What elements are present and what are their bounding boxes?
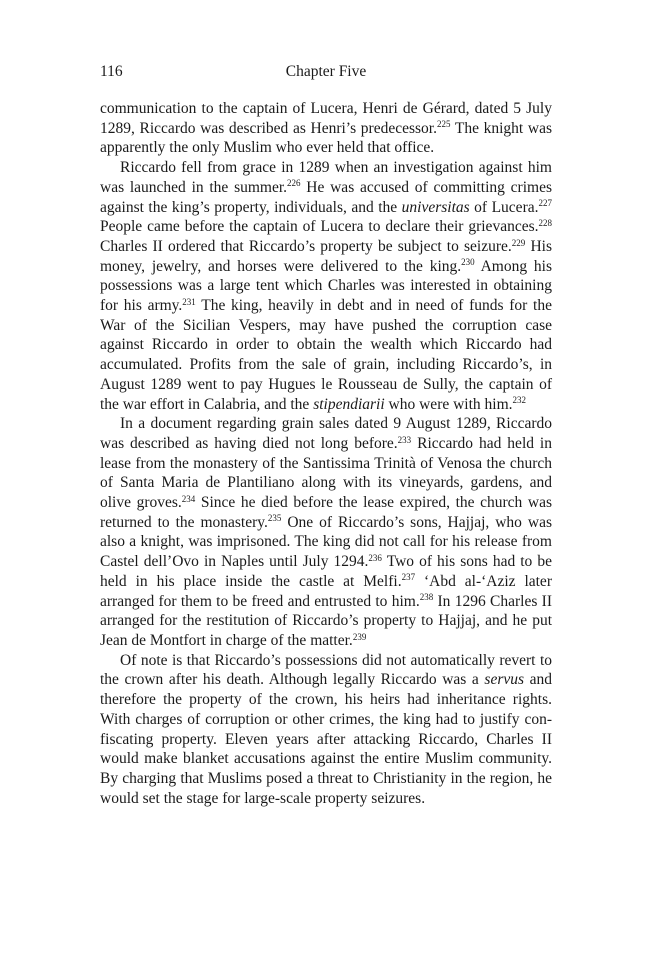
footnote-ref: 228	[538, 217, 552, 228]
text-run: In a document regarding grain sales dated 9 August 1289, Riccardo was described as having died not long before.	[100, 415, 552, 452]
italic-term: universitas	[401, 198, 470, 216]
footnote-ref: 238	[419, 592, 434, 603]
footnote-ref: 232	[512, 395, 527, 406]
paragraph	[100, 158, 552, 414]
text-run: Riccardo had held in lease from the monastery of the Santissima Trinità of Venosa the church of Santa Maria de Plantiliano along with its vineyards, gardens, and olive groves.	[100, 434, 552, 512]
running-head: Chapter Five	[285, 63, 367, 80]
text-run: who were with him.	[384, 395, 513, 413]
page-header	[100, 63, 552, 85]
paragraph	[100, 651, 552, 809]
text-run: Riccardo fell from grace in 1289 when an investigation against him was launched in the summer.	[100, 159, 552, 196]
text-run: Charles II ordered that Riccardo’s property be subject to seizure.	[100, 237, 512, 255]
footnote-ref: 234	[181, 493, 196, 504]
footnote-ref: 233	[397, 434, 412, 445]
text-run: ‘Abd al-‘Aziz later arranged for them to be freed and entrusted to him.	[100, 572, 552, 610]
text-run: communication to the captain of Lucera, Henri de Gérard, dated 5 July 1289, Riccardo was described as Henri’s predecessor.	[100, 100, 552, 137]
text-run: The knight was apparently the only Muslim who ever held that office.	[100, 119, 552, 157]
footnote-ref: 225	[436, 119, 451, 130]
text-run: of Lucera.	[469, 198, 539, 216]
text-run: Among his possessions was a large tent which Charles was interested in obtaining for his army.	[100, 257, 552, 315]
footnote-ref: 235	[267, 513, 282, 524]
page-number: 116	[100, 63, 123, 80]
text-run: and therefore the property of the crown, his heirs had inheritance rights. With charges of corruption or other crimes, the king had to justify confiscating property. Eleven years after attacking Riccardo, Charles II would make blanket accusations against the entire Muslim community. By charging that Muslims posed a threat to Christianity in the region, he would set the stage for large-scale property seizures.	[100, 671, 552, 807]
footnote-ref: 227	[538, 198, 552, 209]
footnote-ref: 226	[287, 178, 301, 189]
text-run: One of Riccardo’s sons, Hajjaj, who was also a knight, was imprisoned. The king did not call for his release from Castel dell’Ovo in Naples until July 1294.	[100, 513, 552, 571]
italic-term: servus	[484, 671, 525, 689]
footnote-ref: 236	[368, 552, 382, 563]
footnote-ref: 237	[401, 572, 416, 583]
italic-term: stipendiarii	[313, 395, 385, 413]
text-run: The king, heavily in debt and in need of funds for the War of the Sicilian Vespers, may have pushed the corruption case against Riccardo in order to obtain the wealth which Riccardo had accumulated. Profits from the sale of grain, including Riccardo’s, in August 1289 went to pay Hugues le Rousseau de Sully, the captain of the war effort in Calabria, and the	[100, 297, 552, 413]
text-run: Two of his sons had to be held in his place inside the castle at Melfi.	[100, 553, 552, 590]
paragraph	[100, 99, 552, 158]
footnote-ref: 229	[511, 237, 526, 248]
paragraph	[100, 414, 552, 650]
text-run: His money, jewelry, and horses were delivered to the king.	[100, 237, 552, 275]
text-run: He was accused of committing crimes against the king’s property, individuals, and the	[100, 178, 552, 216]
text-run: In 1296 Charles II arranged for the restitution of Riccardo’s property to Hajjaj, and he put Jean de Montfort in charge of the matter.	[100, 592, 552, 649]
text-run: Of note is that Riccardo’s possessions did not automatically revert to the crown after his death. Although legally Riccardo was a	[100, 651, 552, 689]
footnote-ref: 230	[461, 257, 475, 268]
text-run: People came before the captain of Lucera to declare their grievances.	[100, 218, 539, 236]
footnote-ref: 231	[182, 296, 196, 307]
footnote-ref: 239	[352, 631, 367, 642]
body-text	[100, 99, 552, 808]
text-run: Since he died before the lease expired, the church was returned to the monastery.	[100, 494, 552, 531]
